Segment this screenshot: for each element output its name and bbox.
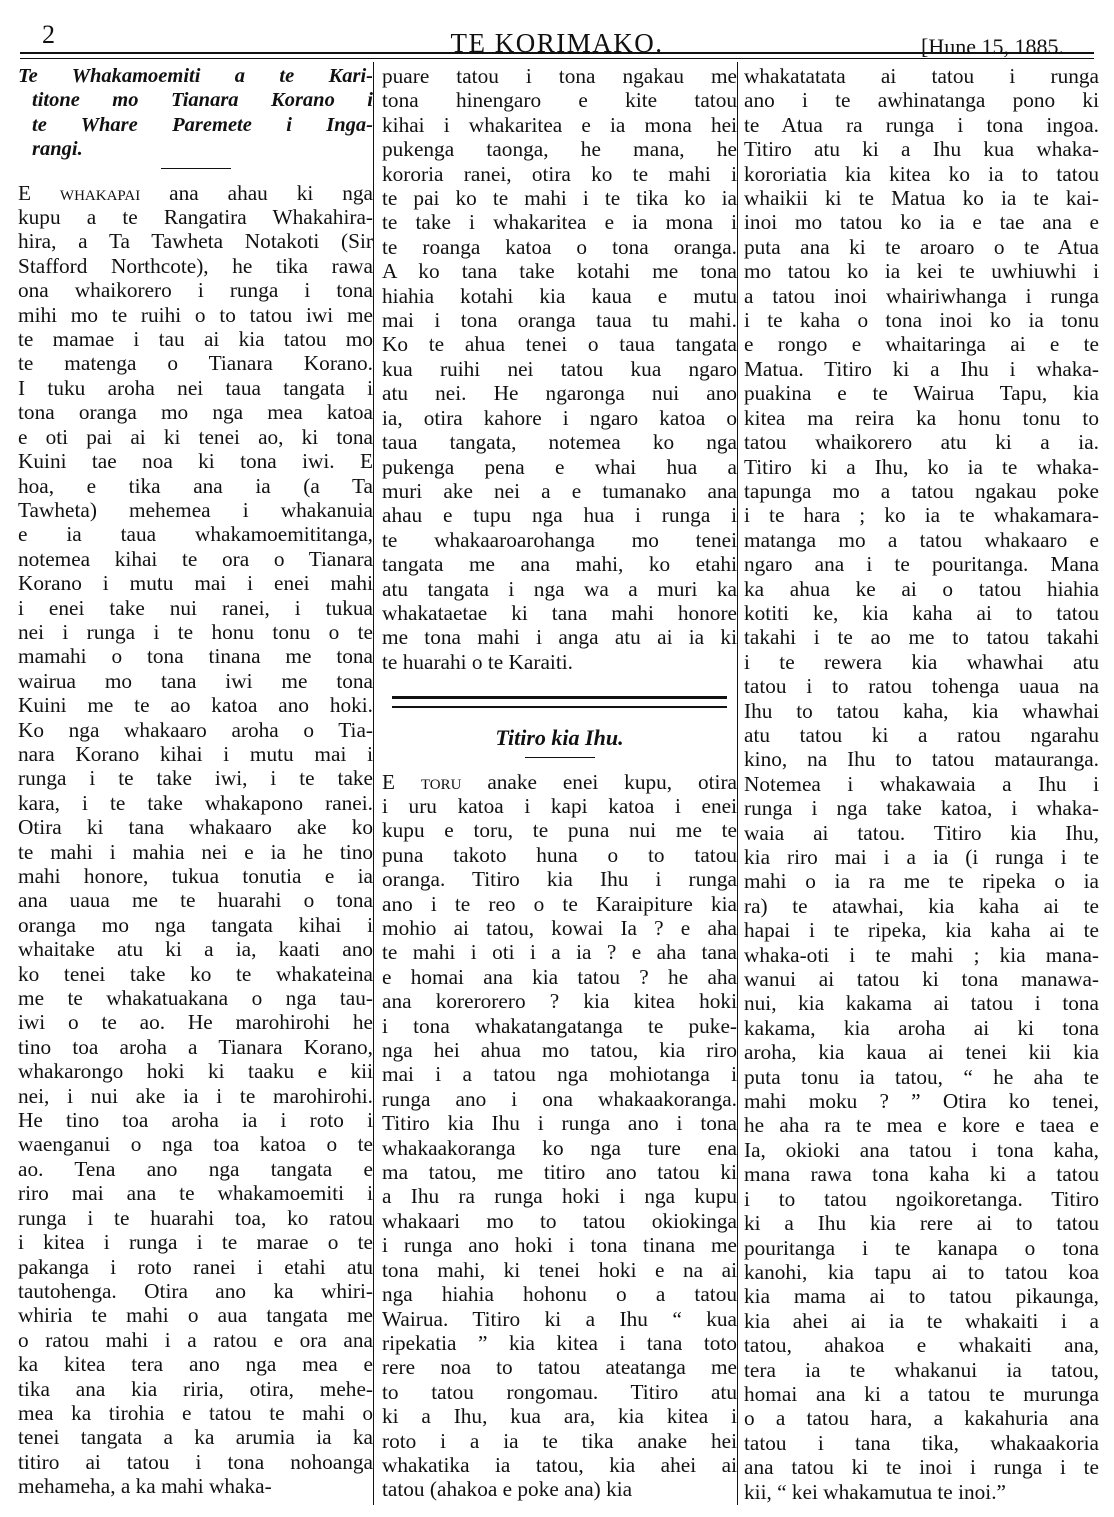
column-2 [382,64,737,1502]
text-line: Stafford Northcote), he tika rawa [18,253,373,278]
text-line: takahi i te ao me to tatou takahi [744,625,1099,650]
text-line: mohio ai tatou, kowai Ia ? e aha [382,916,737,940]
text-line: puakina e te Wairua Tapu, kia [744,381,1099,406]
text-line: ra) te atawhai, kia kaha ai te [744,893,1099,918]
text-line: ripekatia ” kia kitea i tana toto [382,1330,737,1355]
text-line: whakaakoranga ko nga ture ena [382,1135,737,1160]
text-line: kua ruihi nei tatou kua ngaro [382,356,737,381]
text-line: te mahi i mahia nei e ia he tino [18,839,373,864]
text-line: tatou, ahakoa e whakaiti ana, [744,1333,1099,1358]
text-line: mamahi o tona tinana me tona [18,644,373,669]
text-line: runga i nga take katoa, i whaka- [744,796,1099,821]
text-line: whaka-oti i te mahi ; kia mana- [744,942,1099,967]
heading-rule [161,168,231,169]
article-title: Titiro kia Ihu. [495,725,624,751]
text-line: hoa, e tika ana ia (a Ta [18,473,373,498]
text-line: me tona mahi i anga atu ai ia ki [382,625,737,650]
column-separator [373,62,374,1505]
text-line: rere noa to tatou ateatanga me [382,1355,737,1380]
text-line: nga hiahia hohonu o a tatou [382,1282,737,1307]
text-line: pukenga pena e whai hua a [382,454,737,479]
column-separator [737,62,738,1505]
text-line: Korano i mutu mai i enei mahi [18,571,373,596]
text-line: muri ake nei a e tumanako ana [382,478,737,503]
text-line: puna takoto huna o to tatou [382,842,737,867]
text-line: Ihu to tatou kaha, kia whawhai [744,698,1099,723]
text-line: mahi moku ? ” Otira ko tenei, [744,1089,1099,1114]
text-line: whakarongo hoki ki taaku e kii [18,1059,373,1084]
text-line: mea ka tirohia e tatou te mahi o [18,1400,373,1425]
text-line: hapai i te ripeka, kia kaha ai te [744,918,1099,943]
text-line: pouritanga i te kanapa o tona [744,1235,1099,1260]
text-line: atu nei. He ngaronga nui ano [382,381,737,406]
text-line: homai ana ki a tatou te murunga [744,1381,1099,1406]
text-line: ano i te awhinatanga pono ki [744,88,1099,113]
text-line: i runga ano hoki i tona tinana me [382,1233,737,1258]
text-line: roto i a ia te tika anake hei [382,1428,737,1453]
text-line: Ko te ahua tenei o taua tangata [382,332,737,357]
text-line: i te hara ; ko ia te whakamara- [744,503,1099,528]
text-line: whaitake atu ki a ia, kaati ano [18,937,373,962]
text-line: tatou i to ratou tohenga uaua na [744,674,1099,699]
text-line: kororia ranei, otira ko te mahi i [382,161,737,186]
text-line: puare tatou i tona ngakau me [382,64,737,88]
text-line: whiria te mahi o aua tangata me [18,1303,373,1328]
text-line: taua tangata, notemea ko nga [382,430,737,455]
text-line: tenei tangata a ka arumia ia ka [18,1425,373,1450]
text-line: whakatika ia tatou, kia ahei ai [382,1452,737,1477]
text-line: wairua mo tana iwi me tona [18,668,373,693]
text-line: ia, otira kahore i ngaro katoa o [382,405,737,430]
text-line: notemea kihai te ora o Tianara [18,546,373,571]
text-line: i kitea i runga i te marae o te [18,1230,373,1255]
text-line: Ko nga whakaaro aroha o Tia- [18,717,373,742]
text-line: Kuini me te ao katoa ano hoki. [18,693,373,718]
text-line: me te whakatuakana o nga tau- [18,986,373,1011]
article-heading-line: te Whare Paremete i Inga- [32,113,373,136]
text-line: Titiro kia Ihu i runga ano i tona [382,1111,737,1136]
text-line: ki a Ihu, kua ara, kia kitea i [382,1404,737,1429]
text-line: kororiatia kia kitea ko ia to tatou [744,161,1099,186]
text-line: aroha, kia kaua ai tenei kii kia [744,1040,1099,1065]
text-line: Titiro ki a Ihu, ko ia te whaka- [744,454,1099,479]
text-line: tino toa aroha a Tianara Korano, [18,1034,373,1059]
text-line: oranga mo nga tangata kihai i [18,912,373,937]
page-number: 2 [42,20,55,49]
text-line: mihi mo te ruihi o to tatou iwi me [18,302,373,327]
text-line: te mamae i tau ai kia tatou mo [18,327,373,352]
text-line: kia ahei ai ia te whakaiti i a [744,1308,1099,1333]
text-line: e ia taua whakamoemititanga, [18,522,373,547]
text-line: o ratou mahi i a ratou e ora ana [18,1327,373,1352]
text-line: ma tatou, me titiro ano tatou ki [382,1160,737,1185]
article-heading-line: rangi. [32,138,83,161]
text-line: Otira ki tana whakaaro ake ko [18,815,373,840]
text-line: matanga mo a tatou whakaaro e [744,527,1099,552]
text-line: He tino toa aroha ia i roto i [18,1108,373,1133]
article-heading-line: titone mo Tianara Korano i [32,89,373,112]
header-rule [20,52,1094,59]
text-line: nui, kia kakama ai tatou i tona [744,991,1099,1016]
drop-lead: E toru [382,769,462,794]
article-heading-line: Te Whakamoemiti a te Kari- [18,65,373,87]
text-line: a tatou inoi whairiwhanga i runga [744,283,1099,308]
text-line: runga ano i ona whakaakoranga. [382,1086,737,1111]
text-line: puta tonu ia tatou, “ he aha te [744,1064,1099,1089]
text-line: ka ahua ke ai o tatou hiahia [744,576,1099,601]
text-line: ko tenei take ko te whakateina [18,961,373,986]
text-line: kanohi, kia tapu ai to tatou koa [744,1259,1099,1284]
text-line: Kuini tae noa ki tona iwi. E [18,449,373,474]
text-line: mana rawa tona kaha ki a tatou [744,1162,1099,1187]
text-line: i te kaha o tona inoi ko ia tonu [744,308,1099,333]
text-line: runga i te take iwi, i te take [18,766,373,791]
text-line: tangata me ana mahi, ko etahi [382,552,737,577]
text-line: kotiti ke, kia kaha ai to tatou [744,600,1099,625]
text-line: i tona whakatangatanga te puke- [382,1013,737,1038]
text-line: nga hei ahua mo tatou, kia riro [382,1038,737,1063]
text-line: iwi o te ao. He marohirohi he [18,1010,373,1035]
text-line: he aha ra te mea e kore e taea e [744,1113,1099,1138]
text-line: o a tatou hara, a kakahuria ana [744,1406,1099,1431]
text-line: runga i te huarahi toa, ko ratou [18,1205,373,1230]
text-line: waenganui o nga toa katoa o te [18,1132,373,1157]
text-line: Matua. Titiro ki a Ihu i whaka- [744,356,1099,381]
text-line: te matenga o Tianara Korano. [18,351,373,376]
text-line: e rongo e whaitaringa ai e te [744,332,1099,357]
paper-title: TE KORIMAKO. [450,28,664,58]
text-line: kii, “ kei whakamutua te inoi.” [744,1479,1006,1504]
text-line: i uru katoa i kapi katoa i enei [382,793,737,818]
text-line: mahi honore, tukua tonutia e ia [18,864,373,888]
heading-rule [525,757,595,758]
text-line: te roanga katoa o tona oranga. [382,234,737,259]
article-divider [392,696,727,708]
text-line: tika ana kia riria, otira, mehe- [18,1376,373,1401]
text-line: ana korerorero ? kia kitea hoki [382,989,737,1014]
text-line: inoi mo tatou ko ia e tae ana e [744,210,1099,235]
text-line: atu tatou ki a ratou ngarahu [744,722,1099,747]
text-line: ano i te reo o te Karaipiture kia [382,891,737,916]
text-line: kihai i whakaritea e ia mona hei [382,112,737,137]
text-line: kino, na Ihu to tatou matauranga. [744,747,1099,772]
text-line: ahau e tupu nga hua i runga i [382,503,737,528]
text-line: tatou whaikorero atu ki a ia. [744,430,1099,455]
text-line: mai i a tatou nga mohiotanga i [382,1062,737,1087]
text-line: titiro ai tatou i tona nohoanga [18,1449,373,1474]
text-line: atu tangata i nga wa a muri ka [382,576,737,601]
text-line: ana uaua me te huarahi o tona [18,888,373,913]
text-line: wanui ai tatou ki tona manawa- [744,967,1099,992]
text-line: te huarahi o te Karaiti. [382,649,573,674]
text-line: tapunga mo a tatou ngakau poke [744,478,1099,503]
text-line: tona hinengaro e kite tatou [382,88,737,113]
text-line: te Atua ra runga i tona ingoa. [744,112,1099,137]
text-line: riro mai ana te whakamoemiti i [18,1181,373,1206]
text-line: ona whaikorero i runga i tona [18,278,373,303]
text-line: Tawheta) mehemea i whakanuia [18,497,373,522]
text-line: ngaro ana i te pouritanga. Mana [744,552,1099,577]
text-line: I tuku aroha nei taua tangata i [18,375,373,400]
text-line: ka kitea tera ano nga mea e [18,1352,373,1377]
text-line: te take i whakaritea e ia mona i [382,210,737,235]
text-line: mai i tona oranga taua tu mahi. [382,308,737,333]
text-line: tatou (ahakoa e poke ana) kia [382,1477,633,1502]
text-line: to tatou rongomau. Titiro atu [382,1379,737,1404]
text-line: pakanga i roto ranei i etahi atu [18,1254,373,1279]
column-1 [18,64,373,1499]
text-line: ao. Tena ano nga tangata e [18,1156,373,1181]
text-line: mahi o ia ra me te ripeka o ia [744,869,1099,894]
text-line: whakataetae ki tana mahi honore [382,600,737,625]
text-line: whakaari mo to tatou okiokinga [382,1208,737,1233]
text-line: waia ai tatou. Titiro kia Ihu, [744,820,1099,845]
text-line: Wairua. Titiro ki a Ihu “ kua [382,1306,737,1331]
text-line: tautohenga. Otira ano ka whiri- [18,1278,373,1303]
text-line: E toru anake enei kupu, otira [382,769,737,794]
text-line: whaikii ki te Matua ko ia te kai- [744,186,1099,211]
text-line: A ko tana take kotahi me tona [382,259,737,284]
text-line: tera ia te whakanui ia tatou, [744,1357,1099,1382]
text-line: e homai ana kia tatou ? he aha [382,964,737,989]
text-line: Notemea i whakawaia a Ihu i [744,771,1099,796]
text-line: ana tatou ki te inoi i runga i te [744,1455,1099,1480]
text-line: kitea ma reira ka honu tonu to [744,405,1099,430]
column-3 [744,64,1099,1504]
text-line: te whakaaroarohanga mo tenei [382,527,737,552]
text-line: i enei take nui ranei, i tukua [18,595,373,620]
text-line: hiahia kotahi kia kaua e mutu [382,283,737,308]
text-line: Titiro atu ki a Ihu kua whaka- [744,137,1099,162]
issue-date: [Hune 15, 1885. [921,34,1064,59]
text-line: a Ihu ra runga hoki i nga kupu [382,1184,737,1209]
text-line: kia mama ai to tatou pikaunga, [744,1284,1099,1309]
text-line: nei, i nui ake ia i te marohirohi. [18,1083,373,1108]
text-line: tona mahi, ki tenei hoki e na ai [382,1257,737,1282]
text-line: ki a Ihu kia rere ai to tatou [744,1211,1099,1236]
text-line: kupu e toru, te puna nui me te [382,818,737,843]
text-line: puta ana ki te aroaro o te Atua [744,234,1099,259]
text-line: mo tatou ko ia kei te uwhiuwhi i [744,259,1099,284]
text-line: mehameha, a ka mahi whaka- [18,1474,272,1499]
text-line: te mahi i oti i a ia ? e aha tana [382,940,737,965]
text-line: e oti pai ai ki tenei ao, ki tona [18,424,373,449]
text-line: pukenga taonga, he mana, he [382,137,737,162]
masthead [20,12,1094,59]
text-line: tona oranga mo nga mea katoa [18,400,373,425]
text-line: kia riro mai i a ia (i runga i te [744,845,1099,869]
text-line: tatou i tana tika, whakaakoria [744,1430,1099,1455]
text-line: nara Korano kihai i mutu mai i [18,741,373,766]
text-line: kupu a te Rangatira Whakahira- [18,205,373,230]
text-line: E whakapai ana ahau ki nga [18,180,373,205]
text-line: hira, a Ta Tawheta Notakoti (Sir [18,229,373,254]
text-line: i te rewera kia whawhai atu [744,649,1099,674]
text-line: kara, i te take whakapono ranei. [18,790,373,815]
text-line: kakama, kia aroha ai ki tona [744,1015,1099,1040]
text-line: Ia, okioki ana tatou i tona kaha, [744,1137,1099,1162]
text-line: oranga. Titiro kia Ihu i runga [382,867,737,892]
text-line: nei i runga i te honu tonu o te [18,619,373,644]
text-line: whakatatata ai tatou i runga [744,64,1099,88]
text-line: te pai ko te mahi i te tika ko ia [382,186,737,211]
text-line: i to tatou ngoikoretanga. Titiro [744,1186,1099,1211]
drop-lead: E whakapai [18,180,141,205]
